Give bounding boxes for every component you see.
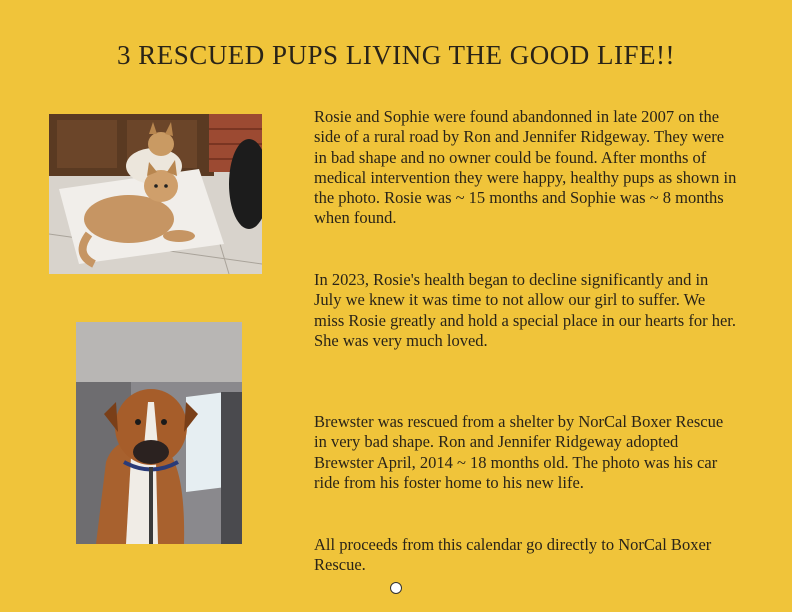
page-hole-marker: [390, 582, 402, 594]
rosie-sophie-paragraph: Rosie and Sophie were found abandonned in late 2007 on the side of a rural road by Ron and Jennifer Ridgeway. They were in bad shape and no owner could be found. After months of medical intervention they were happy, healthy pups as shown in the photo. Rosie was ~ 15 months and Sophie was ~ 8 months when found.: [314, 107, 737, 228]
brewster-paragraph: Brewster was rescued from a shelter by NorCal Boxer Rescue in very bad shape. Ron and Jennifer Ridgeway adopted Brewster April, 2014 ~ 18 months old. The photo was his car ride from his foster home to his new life.: [314, 412, 724, 492]
page-title: 3 RESCUED PUPS LIVING THE GOOD LIFE!!: [117, 40, 675, 70]
brewster-photo: [76, 322, 242, 544]
rosie-sophie-photo: [49, 114, 262, 274]
proceeds-paragraph: All proceeds from this calendar go directly to NorCal Boxer Rescue.: [314, 535, 712, 575]
rosie-2023-paragraph: In 2023, Rosie's health began to decline significantly and in July we knew it was time to not allow our girl to suffer. We miss Rosie greatly and hold a special place in our hearts for her. She was very much loved.: [314, 270, 736, 350]
